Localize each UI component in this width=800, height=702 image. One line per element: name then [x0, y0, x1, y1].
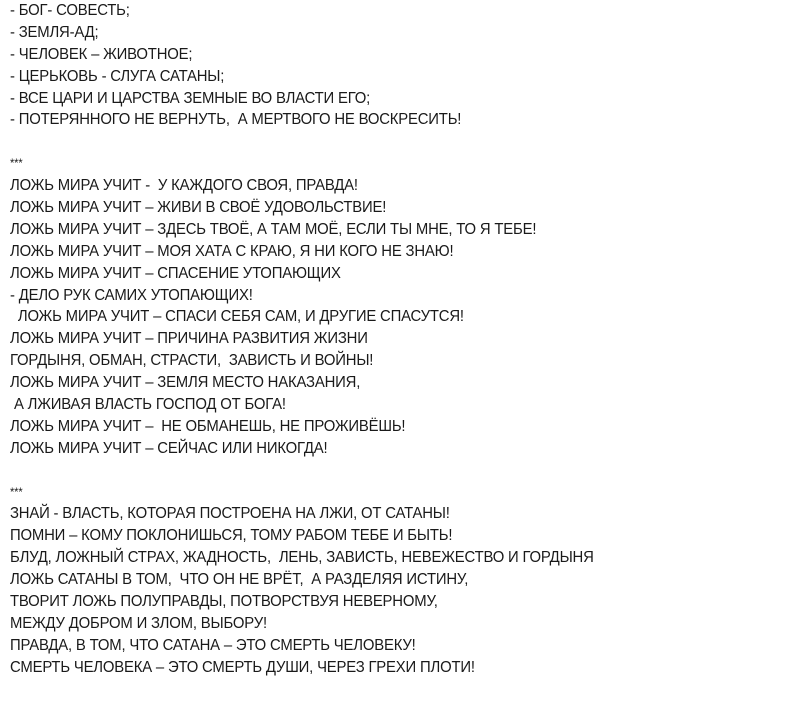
- document-body: [10, 0, 743, 679]
- text-line: - ЧЕЛОВЕК – ЖИВОТНОЕ;: [10, 45, 193, 63]
- spacer: [10, 460, 743, 482]
- text-line: БЛУД, ЛОЖНЫЙ СТРАХ, ЖАДНОСТЬ, ЛЕНЬ, ЗАВИСТЬ, НЕВЕЖЕСТВО И ГОРДЫНЯ: [10, 549, 594, 567]
- text-line: ТВОРИТ ЛОЖЬ ПОЛУПРАВДЫ, ПОТВОРСТВУЯ НЕВЕРНОМУ,: [10, 593, 438, 611]
- text-line: - ПОТЕРЯННОГО НЕ ВЕРНУТЬ, А МЕРТВОГО НЕ ВОСКРЕСИТЬ!: [10, 111, 462, 129]
- text-line: ПОМНИ – КОМУ ПОКЛОНИШЬСЯ, ТОМУ РАБОМ ТЕБЕ И БЫТЬ!: [10, 527, 453, 545]
- section-3: [10, 503, 743, 678]
- text-line: ЛОЖЬ САТАНЫ В ТОМ, ЧТО ОН НЕ ВРЁТ, А РАЗДЕЛЯЯ ИСТИНУ,: [10, 571, 469, 589]
- text-line: - БОГ- СОВЕСТЬ;: [10, 2, 130, 19]
- text-line: - ЦЕРЬКОВЬ - СЛУГА САТАНЫ;: [10, 67, 225, 85]
- text-line: ЛОЖЬ МИРА УЧИТ – ЗДЕСЬ ТВОЁ, А ТАМ МОЁ, ЕСЛИ ТЫ МНЕ, ТО Я ТЕБЕ!: [10, 220, 537, 238]
- section-separator: ***: [10, 156, 23, 171]
- text-line: ЛОЖЬ МИРА УЧИТ – ЗЕМЛЯ МЕСТО НАКАЗАНИЯ,: [10, 374, 361, 392]
- text-line: - ВСЕ ЦАРИ И ЦАРСТВА ЗЕМНЫЕ ВО ВЛАСТИ ЕГО;: [10, 89, 371, 107]
- text-line: ЛОЖЬ МИРА УЧИТ – НЕ ОБМАНЕШЬ, НЕ ПРОЖИВЁШЬ!: [10, 417, 406, 435]
- text-line: ЛОЖЬ МИРА УЧИТ – ПРИЧИНА РАЗВИТИЯ ЖИЗНИ: [10, 330, 368, 348]
- spacer: [10, 131, 743, 153]
- text-line: ПРАВДА, В ТОМ, ЧТО САТАНА – ЭТО СМЕРТЬ ЧЕЛОВЕКУ!: [10, 636, 416, 654]
- text-line: А ЛЖИВАЯ ВЛАСТЬ ГОСПОД ОТ БОГА!: [10, 396, 286, 414]
- section-2: [10, 175, 743, 460]
- text-line: СМЕРТЬ ЧЕЛОВЕКА – ЭТО СМЕРТЬ ДУШИ, ЧЕРЕЗ ГРЕХИ ПЛОТИ!: [10, 658, 475, 676]
- text-line: ЗНАЙ - ВЛАСТЬ, КОТОРАЯ ПОСТРОЕНА НА ЛЖИ, ОТ САТАНЫ!: [10, 505, 450, 523]
- text-line: ЛОЖЬ МИРА УЧИТ – МОЯ ХАТА С КРАЮ, Я НИ КОГО НЕ ЗНАЮ!: [10, 242, 454, 260]
- text-line: ЛОЖЬ МИРА УЧИТ - У КАЖДОГО СВОЯ, ПРАВДА!: [10, 177, 358, 195]
- text-line: ЛОЖЬ МИРА УЧИТ – СПАСИ СЕБЯ САМ, И ДРУГИЕ СПАСУТСЯ!: [10, 308, 464, 326]
- section-1: [10, 0, 743, 131]
- text-line: - ЗЕМЛЯ-АД;: [10, 23, 99, 41]
- text-line: ЛОЖЬ МИРА УЧИТ – СПАСЕНИЕ УТОПАЮЩИХ: [10, 264, 341, 282]
- text-line: - ДЕЛО РУК САМИХ УТОПАЮЩИХ!: [10, 286, 253, 304]
- text-line: ЛОЖЬ МИРА УЧИТ – СЕЙЧАС ИЛИ НИКОГДА!: [10, 439, 328, 457]
- text-line: ГОРДЫНЯ, ОБМАН, СТРАСТИ, ЗАВИСТЬ И ВОЙНЫ!: [10, 352, 374, 370]
- text-line: ЛОЖЬ МИРА УЧИТ – ЖИВИ В СВОЁ УДОВОЛЬСТВИЕ!: [10, 199, 387, 217]
- text-line: МЕЖДУ ДОБРОМ И ЗЛОМ, ВЫБОРУ!: [10, 614, 267, 632]
- section-separator: ***: [10, 484, 23, 499]
